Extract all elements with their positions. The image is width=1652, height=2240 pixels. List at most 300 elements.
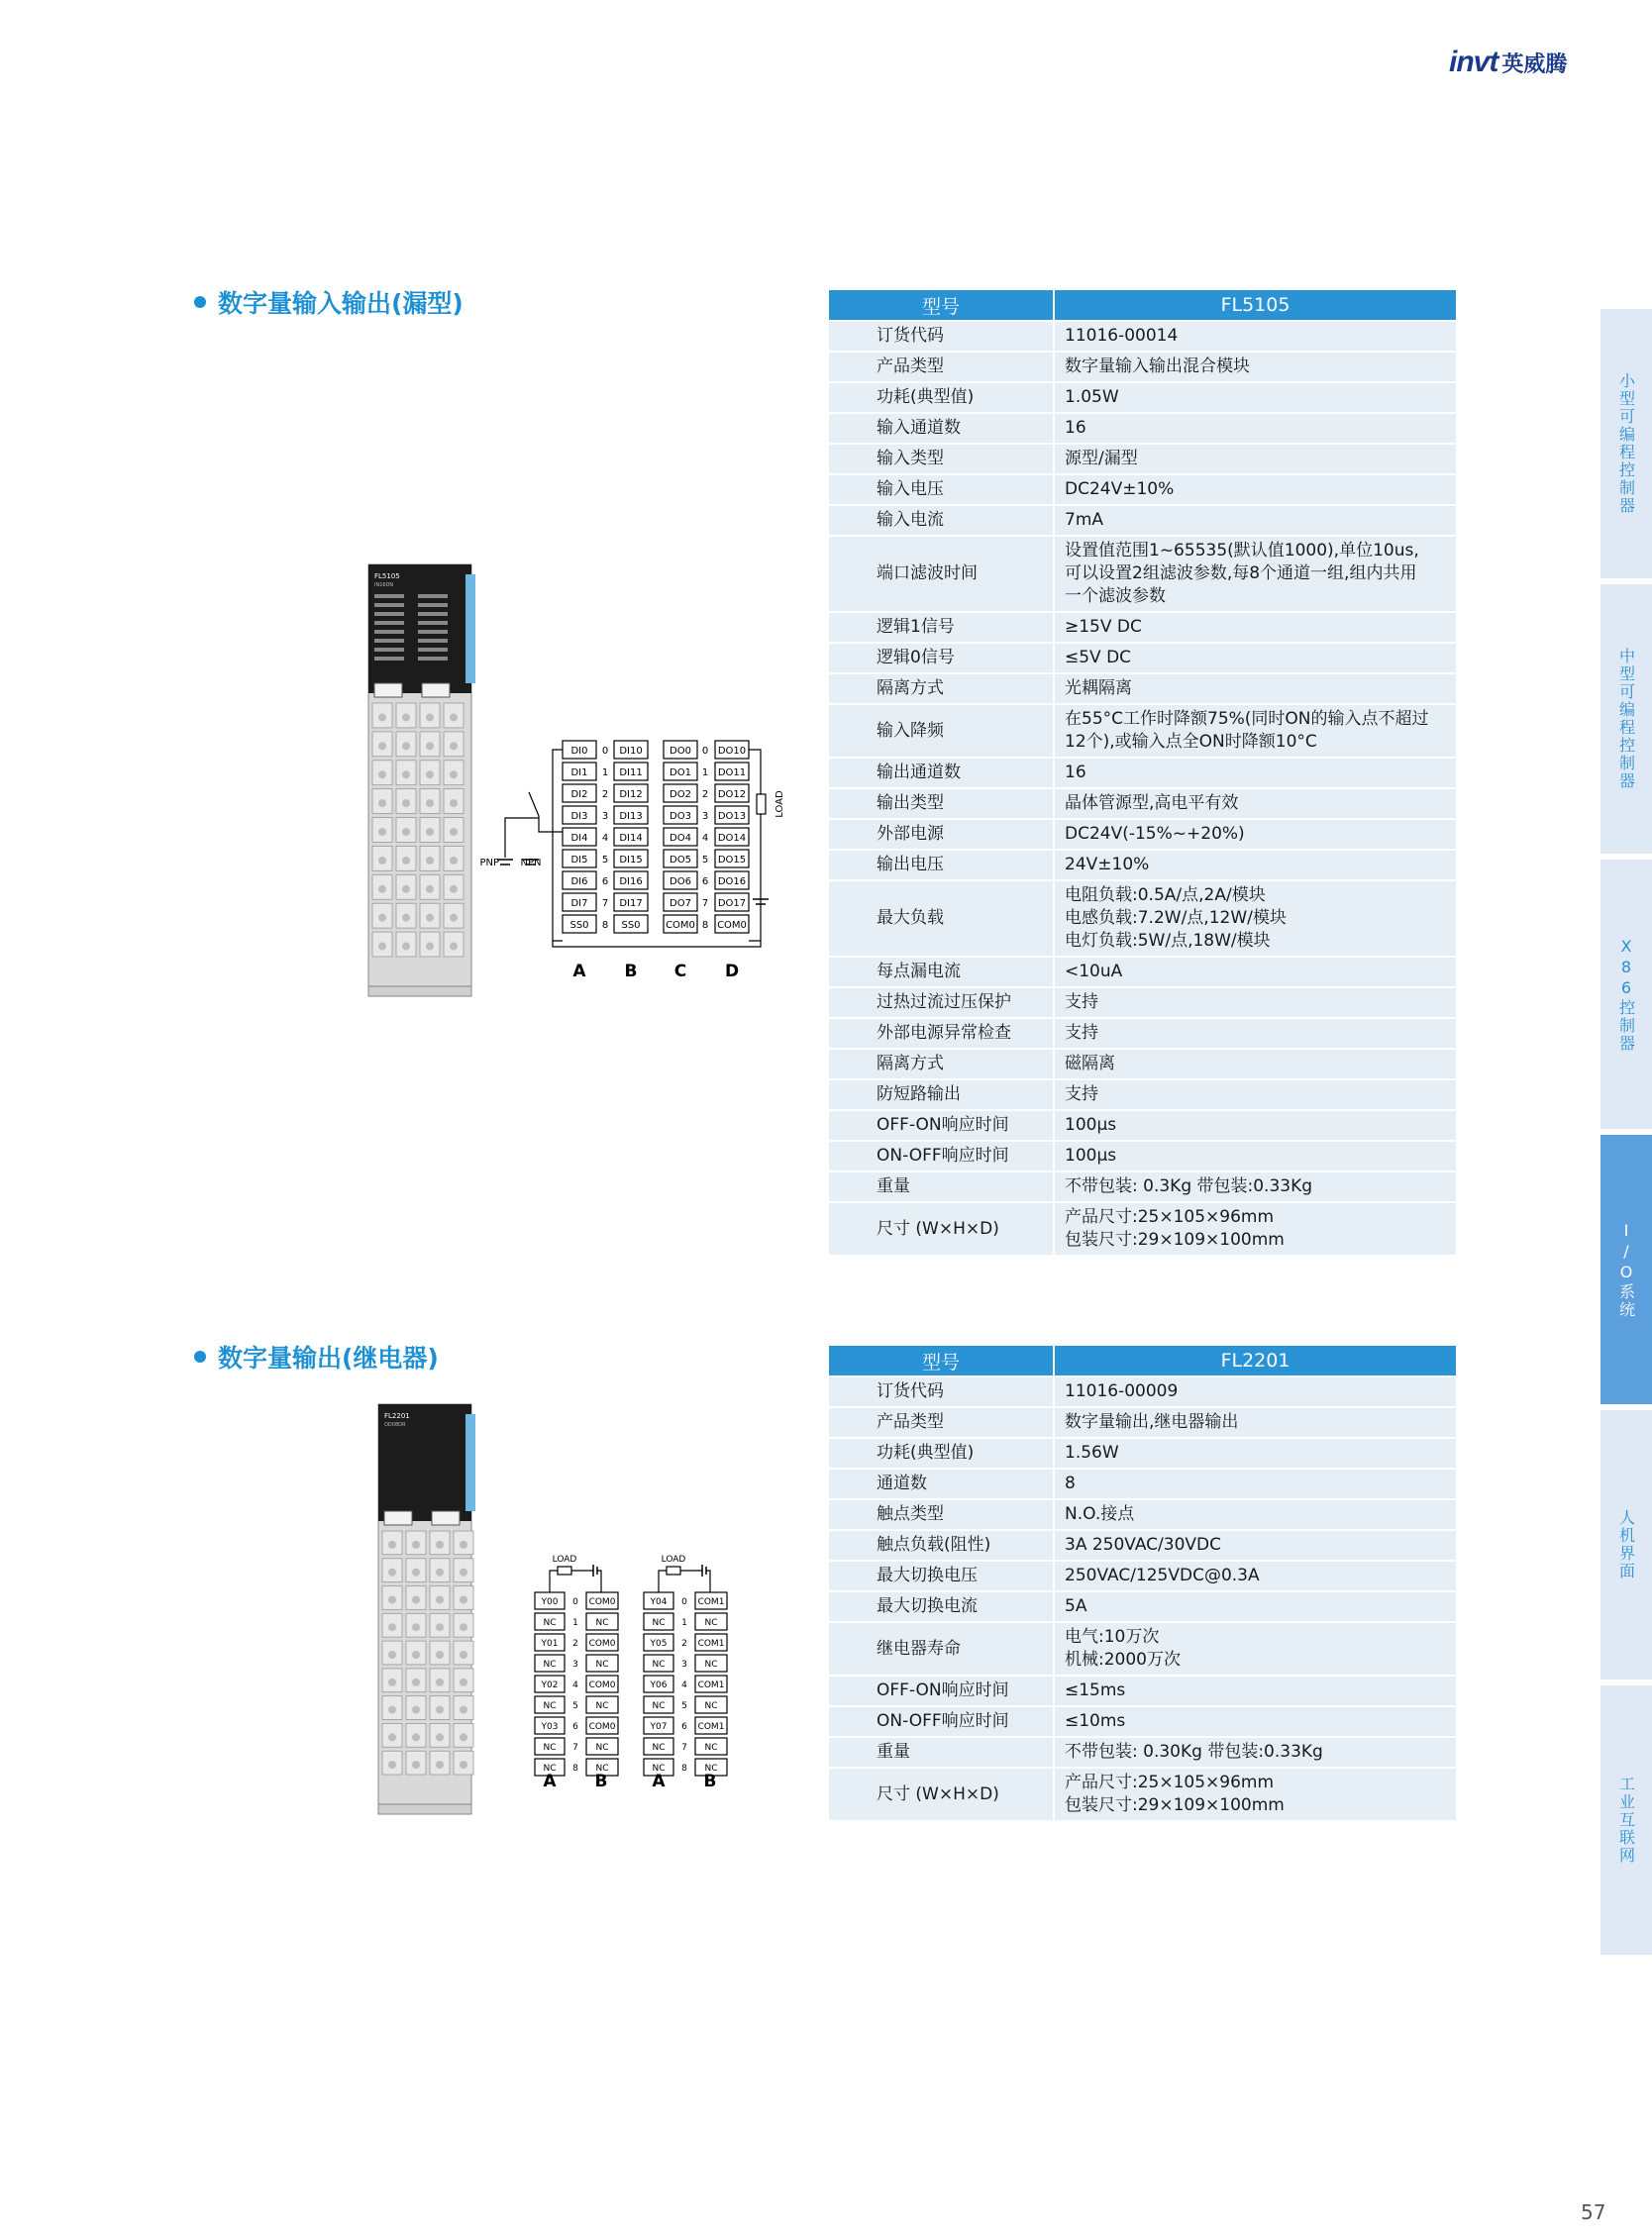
terminal-number: 3 xyxy=(701,811,709,822)
spec-key: 输入电流 xyxy=(828,505,1054,536)
terminal-screw xyxy=(436,1761,444,1769)
spec-key: 过热过流过压保护 xyxy=(828,987,1054,1018)
terminal-label: NC xyxy=(652,1618,666,1628)
terminal-label: DO13 xyxy=(717,811,747,822)
column-letter: A xyxy=(652,1772,666,1791)
table-row xyxy=(828,1079,1457,1110)
terminal-label: DO4 xyxy=(670,833,691,844)
wire xyxy=(553,941,761,947)
header-model: FL2201 xyxy=(1054,1345,1457,1376)
terminal-screw xyxy=(460,1595,467,1603)
terminal-screw xyxy=(460,1706,467,1714)
led-indicator xyxy=(418,621,448,625)
spec-value: ≤10ms xyxy=(1054,1706,1457,1737)
table-row xyxy=(828,1469,1457,1499)
spec-key: 触点类型 xyxy=(828,1499,1054,1530)
wire xyxy=(749,750,761,941)
table-row xyxy=(828,1706,1457,1737)
led-indicator xyxy=(374,639,404,643)
fl2201-wiring-diagram xyxy=(527,1551,774,1798)
spec-value: 支持 xyxy=(1054,1018,1457,1049)
terminal-label: NC xyxy=(595,1764,609,1774)
terminal-label: NC xyxy=(595,1743,609,1753)
table-row xyxy=(828,1676,1457,1706)
terminal-screw xyxy=(450,770,458,778)
terminal-screw xyxy=(412,1651,420,1659)
terminal-screw xyxy=(450,857,458,865)
terminal-screw xyxy=(412,1595,420,1603)
table-row xyxy=(828,413,1457,444)
terminal-screw xyxy=(378,943,386,951)
table-row xyxy=(828,474,1457,505)
terminal-screw xyxy=(412,1541,420,1549)
terminal-number: 3 xyxy=(572,1660,578,1670)
terminal-screw xyxy=(460,1733,467,1741)
wire xyxy=(505,818,539,858)
terminal-screw xyxy=(378,713,386,721)
spec-key: OFF-ON响应时间 xyxy=(828,1110,1054,1141)
wire xyxy=(659,1571,667,1592)
spec-value: ≤5V DC xyxy=(1054,643,1457,673)
terminal-screw xyxy=(460,1569,467,1577)
terminal-label: DI14 xyxy=(619,833,643,844)
side-tab-small-plc[interactable]: 小型可编程控制器 xyxy=(1600,309,1652,578)
terminal-screw xyxy=(412,1569,420,1577)
terminal-number: 5 xyxy=(681,1701,687,1711)
terminal-number: 8 xyxy=(572,1764,578,1774)
header-key: 型号 xyxy=(828,289,1054,321)
terminal-screw xyxy=(426,799,434,807)
terminal-label: DI17 xyxy=(619,898,643,909)
terminal-screw xyxy=(426,857,434,865)
terminal-screw xyxy=(402,770,410,778)
table-row xyxy=(828,673,1457,704)
spec-table-fl5105 xyxy=(827,288,1458,1257)
module-latch xyxy=(374,683,402,697)
terminal-label: DI10 xyxy=(619,746,643,757)
terminal-screw xyxy=(436,1706,444,1714)
terminal-label: DI2 xyxy=(570,789,588,800)
spec-key: 输入降频 xyxy=(828,704,1054,758)
terminal-screw xyxy=(378,799,386,807)
spec-key: 订货代码 xyxy=(828,1376,1054,1407)
terminal-screw xyxy=(402,885,410,893)
section-title-digital-io xyxy=(194,284,464,320)
spec-key: 逻辑1信号 xyxy=(828,612,1054,643)
table-row xyxy=(828,704,1457,758)
spec-key: 输入电压 xyxy=(828,474,1054,505)
terminal-number: 7 xyxy=(681,1743,687,1753)
spec-key: 外部电源 xyxy=(828,819,1054,850)
side-tab-hmi[interactable]: 人机界面 xyxy=(1600,1410,1652,1680)
terminal-label: NC xyxy=(652,1660,666,1670)
table-row xyxy=(828,1499,1457,1530)
module-latch xyxy=(432,1511,460,1525)
fl2201-module-image xyxy=(370,1394,487,1828)
terminal-screw xyxy=(402,943,410,951)
terminal-screw xyxy=(412,1679,420,1686)
terminal-label: Y01 xyxy=(541,1639,559,1649)
terminal-screw xyxy=(450,885,458,893)
table-row xyxy=(828,1376,1457,1407)
terminal-label: Y02 xyxy=(541,1680,559,1690)
module-model-label: FL5105 xyxy=(374,572,400,580)
brand-logo xyxy=(1449,46,1567,79)
terminal-screw xyxy=(388,1651,396,1659)
terminal-screw xyxy=(388,1623,396,1631)
spec-value: 16 xyxy=(1054,758,1457,788)
terminal-label: DO2 xyxy=(670,789,691,800)
terminal-screw xyxy=(378,885,386,893)
spec-key: 触点负载(阻性) xyxy=(828,1530,1054,1561)
spec-value: 设置值范围1~65535(默认值1000),单位10us, 可以设置2组滤波参数,每8个通道一组,组内共用 一个滤波参数 xyxy=(1054,536,1457,612)
terminal-screw xyxy=(388,1761,396,1769)
led-indicator xyxy=(418,639,448,643)
spec-key: 尺寸 (W×H×D) xyxy=(828,1202,1054,1256)
led-indicator xyxy=(418,612,448,616)
load-label: LOAD xyxy=(661,1555,686,1565)
terminal-number: 7 xyxy=(701,898,709,909)
spec-value: 24V±10% xyxy=(1054,850,1457,880)
spec-key: 最大切换电流 xyxy=(828,1591,1054,1622)
table-header xyxy=(828,289,1457,321)
terminal-label: NC xyxy=(652,1701,666,1711)
table-row xyxy=(828,612,1457,643)
terminal-label: COM0 xyxy=(717,920,747,931)
table-row xyxy=(828,880,1457,957)
spec-key: 重量 xyxy=(828,1171,1054,1202)
terminal-label: COM1 xyxy=(697,1597,725,1607)
wire xyxy=(553,750,563,941)
terminal-screw xyxy=(412,1706,420,1714)
terminal-label: NC xyxy=(543,1660,557,1670)
column-letter: B xyxy=(594,1772,608,1791)
terminal-number: 3 xyxy=(601,811,609,822)
terminal-label: SS0 xyxy=(621,920,641,931)
terminal-screw xyxy=(436,1569,444,1577)
terminal-label: COM0 xyxy=(588,1680,616,1690)
spec-value: DC24V(-15%~+20%) xyxy=(1054,819,1457,850)
table-row xyxy=(828,987,1457,1018)
table-row xyxy=(828,758,1457,788)
spec-value: 电阻负载:0.5A/点,2A/模块 电感负载:7.2W/点,12W/模块 电灯负载:5W/点,18W/模块 xyxy=(1054,880,1457,957)
terminal-screw xyxy=(388,1595,396,1603)
terminal-label: Y07 xyxy=(650,1722,668,1732)
header-key: 型号 xyxy=(828,1345,1054,1376)
table-row xyxy=(828,1141,1457,1171)
terminal-label: DI1 xyxy=(570,767,588,778)
terminal-label: NC xyxy=(704,1701,718,1711)
module-latch xyxy=(422,683,450,697)
terminal-screw xyxy=(450,799,458,807)
terminal-screw xyxy=(412,1623,420,1631)
column-letter: A xyxy=(572,962,586,981)
spec-key: OFF-ON响应时间 xyxy=(828,1676,1054,1706)
led-indicator xyxy=(418,657,448,661)
table-row xyxy=(828,1438,1457,1469)
spec-value: ≤15ms xyxy=(1054,1676,1457,1706)
terminal-screw xyxy=(412,1733,420,1741)
terminal-label: DO7 xyxy=(670,898,691,909)
terminal-label: DO5 xyxy=(670,855,691,865)
table-row xyxy=(828,819,1457,850)
terminal-number: 6 xyxy=(601,876,609,887)
column-letter: C xyxy=(673,962,687,981)
terminal-screw xyxy=(426,914,434,922)
spec-key: 逻辑0信号 xyxy=(828,643,1054,673)
terminal-screw xyxy=(388,1679,396,1686)
terminal-label: NC xyxy=(543,1743,557,1753)
table-row xyxy=(828,850,1457,880)
side-tab-iiot[interactable]: 工业互联网 xyxy=(1600,1685,1652,1955)
terminal-screw xyxy=(460,1651,467,1659)
terminal-screw xyxy=(402,742,410,750)
terminal-screw xyxy=(450,914,458,922)
terminal-label: DO11 xyxy=(717,767,747,778)
table-row xyxy=(828,1530,1457,1561)
terminal-screw xyxy=(450,828,458,836)
terminal-screw xyxy=(450,742,458,750)
terminal-number: 0 xyxy=(701,746,709,757)
terminal-number: 2 xyxy=(572,1639,578,1649)
table-row xyxy=(828,1049,1457,1079)
logo-text: 英威腾 xyxy=(1501,51,1568,77)
terminal-label: COM1 xyxy=(697,1639,725,1649)
spec-value: 支持 xyxy=(1054,1079,1457,1110)
npn-label: NPN xyxy=(520,858,542,868)
terminal-screw xyxy=(426,828,434,836)
terminal-screw xyxy=(412,1761,420,1769)
terminal-label: NC xyxy=(704,1743,718,1753)
terminal-screw xyxy=(402,828,410,836)
table-row xyxy=(828,382,1457,413)
spec-key: 功耗(典型值) xyxy=(828,382,1054,413)
terminal-label: NC xyxy=(704,1764,718,1774)
table-row xyxy=(828,1202,1457,1256)
terminal-label: COM0 xyxy=(588,1639,616,1649)
led-indicator xyxy=(418,648,448,652)
table-row xyxy=(828,1018,1457,1049)
bullet-icon xyxy=(194,296,206,308)
spec-key: ON-OFF响应时间 xyxy=(828,1141,1054,1171)
spec-value: 不带包装: 0.3Kg 带包装:0.33Kg xyxy=(1054,1171,1457,1202)
terminal-screw xyxy=(388,1706,396,1714)
terminal-screw xyxy=(460,1679,467,1686)
terminal-number: 8 xyxy=(601,920,609,931)
terminal-screw xyxy=(436,1679,444,1686)
spec-value: 不带包装: 0.30Kg 带包装:0.33Kg xyxy=(1054,1737,1457,1768)
terminal-number: 2 xyxy=(601,789,609,800)
logo-mark: invt xyxy=(1449,46,1498,78)
spec-key: 隔离方式 xyxy=(828,1049,1054,1079)
terminal-screw xyxy=(426,770,434,778)
spec-key: 产品类型 xyxy=(828,352,1054,382)
terminal-number: 8 xyxy=(681,1764,687,1774)
terminal-label: DO6 xyxy=(670,876,691,887)
led-indicator xyxy=(418,603,448,607)
terminal-number: 0 xyxy=(601,746,609,757)
module-footer xyxy=(378,1804,471,1814)
terminal-number: 5 xyxy=(701,855,709,865)
fl5105-module-image xyxy=(361,555,487,1010)
terminal-number: 1 xyxy=(572,1618,578,1628)
terminal-label: COM0 xyxy=(588,1722,616,1732)
load-label: LOAD xyxy=(774,790,785,818)
terminal-number: 1 xyxy=(601,767,609,778)
spec-key: 最大负载 xyxy=(828,880,1054,957)
terminal-number: 4 xyxy=(681,1680,687,1690)
table-header xyxy=(828,1345,1457,1376)
terminal-label: DO12 xyxy=(717,789,747,800)
spec-value: 11016-00009 xyxy=(1054,1376,1457,1407)
section-title-text: 数字量输出(继电器) xyxy=(218,1344,439,1373)
spec-value: 在55°C工作时降额75%(同时ON的输入点不超过 12个),或输入点全ON时降额10°C xyxy=(1054,704,1457,758)
spec-key: 重量 xyxy=(828,1737,1054,1768)
spec-value: 晶体管源型,高电平有效 xyxy=(1054,788,1457,819)
spec-key: 通道数 xyxy=(828,1469,1054,1499)
terminal-label: DI4 xyxy=(570,833,588,844)
terminal-label: DO10 xyxy=(717,746,747,757)
load-resistor xyxy=(757,794,766,814)
led-indicator xyxy=(418,630,448,634)
table-row xyxy=(828,536,1457,612)
terminal-number: 1 xyxy=(701,767,709,778)
terminal-screw xyxy=(426,713,434,721)
spec-key: 隔离方式 xyxy=(828,673,1054,704)
spec-value: <10uA xyxy=(1054,957,1457,987)
table-row xyxy=(828,1561,1457,1591)
terminal-label: DO15 xyxy=(717,855,747,865)
terminal-label: Y04 xyxy=(650,1597,668,1607)
terminal-label: NC xyxy=(652,1764,666,1774)
table-row xyxy=(828,505,1457,536)
terminal-label: DO17 xyxy=(717,898,747,909)
terminal-label: DO14 xyxy=(717,833,747,844)
terminal-label: NC xyxy=(595,1701,609,1711)
terminal-number: 8 xyxy=(701,920,709,931)
side-tab-x86[interactable]: X86控制器 xyxy=(1600,860,1652,1129)
table-row xyxy=(828,1110,1457,1141)
terminal-number: 6 xyxy=(572,1722,578,1732)
header-model: FL5105 xyxy=(1054,289,1457,321)
spec-value: 支持 xyxy=(1054,987,1457,1018)
side-tab-io-system[interactable]: I/O系统 xyxy=(1600,1135,1652,1404)
spec-value: ≥15V DC xyxy=(1054,612,1457,643)
spec-key: 继电器寿命 xyxy=(828,1622,1054,1676)
led-indicator xyxy=(374,612,404,616)
table-row xyxy=(828,1737,1457,1768)
terminal-label: Y00 xyxy=(541,1597,559,1607)
terminal-screw xyxy=(402,713,410,721)
spec-key: 每点漏电流 xyxy=(828,957,1054,987)
terminal-label: NC xyxy=(543,1701,557,1711)
module-model-label: FL2201 xyxy=(384,1412,410,1420)
table-row xyxy=(828,1622,1457,1676)
table-row xyxy=(828,1171,1457,1202)
terminal-label: DI5 xyxy=(570,855,588,865)
terminal-number: 0 xyxy=(681,1597,687,1607)
spec-value: N.O.接点 xyxy=(1054,1499,1457,1530)
terminal-label: DI16 xyxy=(619,876,643,887)
terminal-number: 6 xyxy=(701,876,709,887)
terminal-label: NC xyxy=(704,1660,718,1670)
terminal-label: COM1 xyxy=(697,1722,725,1732)
table-row xyxy=(828,352,1457,382)
table-row xyxy=(828,1591,1457,1622)
spec-value: 1.05W xyxy=(1054,382,1457,413)
terminal-number: 6 xyxy=(681,1722,687,1732)
spec-key: 端口滤波时间 xyxy=(828,536,1054,612)
terminal-number: 0 xyxy=(572,1597,578,1607)
side-tab-medium-plc[interactable]: 中型可编程控制器 xyxy=(1600,584,1652,854)
column-letter: D xyxy=(724,962,740,981)
terminal-label: DI3 xyxy=(570,811,588,822)
terminal-screw xyxy=(402,914,410,922)
terminal-label: COM0 xyxy=(666,920,695,931)
terminal-number: 2 xyxy=(701,789,709,800)
table-row xyxy=(828,1768,1457,1821)
terminal-screw xyxy=(426,742,434,750)
terminal-number: 7 xyxy=(601,898,609,909)
spec-value: 8 xyxy=(1054,1469,1457,1499)
load-resistor xyxy=(667,1567,680,1575)
table-row xyxy=(828,321,1457,352)
terminal-screw xyxy=(460,1623,467,1631)
spec-value: 250VAC/125VDC@0.3A xyxy=(1054,1561,1457,1591)
page-number: 57 xyxy=(1581,2200,1606,2224)
spec-value: 光耦隔离 xyxy=(1054,673,1457,704)
terminal-label: DO0 xyxy=(670,746,691,757)
terminal-label: DI15 xyxy=(619,855,643,865)
terminal-number: 5 xyxy=(572,1701,578,1711)
spec-value: 16 xyxy=(1054,413,1457,444)
spec-key: 功耗(典型值) xyxy=(828,1438,1054,1469)
module-code-label: IN16DN xyxy=(374,582,394,588)
table-row xyxy=(828,1407,1457,1438)
terminal-label: NC xyxy=(652,1743,666,1753)
terminal-label: NC xyxy=(704,1618,718,1628)
led-indicator xyxy=(374,594,404,598)
bullet-icon xyxy=(194,1351,206,1363)
spec-key: 防短路输出 xyxy=(828,1079,1054,1110)
led-indicator xyxy=(418,594,448,598)
terminal-screw xyxy=(378,857,386,865)
terminal-label: NC xyxy=(543,1764,557,1774)
table-row xyxy=(828,957,1457,987)
terminal-screw xyxy=(436,1541,444,1549)
terminal-screw xyxy=(378,770,386,778)
fl5105-wiring-diagram xyxy=(479,733,790,990)
load-label: LOAD xyxy=(552,1555,577,1565)
terminal-label: COM0 xyxy=(588,1597,616,1607)
spec-key: 外部电源异常检查 xyxy=(828,1018,1054,1049)
section-title-relay-output xyxy=(194,1339,439,1375)
terminal-screw xyxy=(460,1541,467,1549)
load-resistor xyxy=(558,1567,571,1575)
terminal-screw xyxy=(450,713,458,721)
table-row xyxy=(828,643,1457,673)
terminal-screw xyxy=(388,1733,396,1741)
led-indicator xyxy=(374,603,404,607)
led-indicator xyxy=(374,657,404,661)
terminal-number: 4 xyxy=(572,1680,578,1690)
terminal-screw xyxy=(388,1541,396,1549)
spec-key: ON-OFF响应时间 xyxy=(828,1706,1054,1737)
terminal-screw xyxy=(436,1733,444,1741)
led-indicator xyxy=(374,648,404,652)
terminal-number: 4 xyxy=(601,833,609,844)
spec-key: 输出电压 xyxy=(828,850,1054,880)
